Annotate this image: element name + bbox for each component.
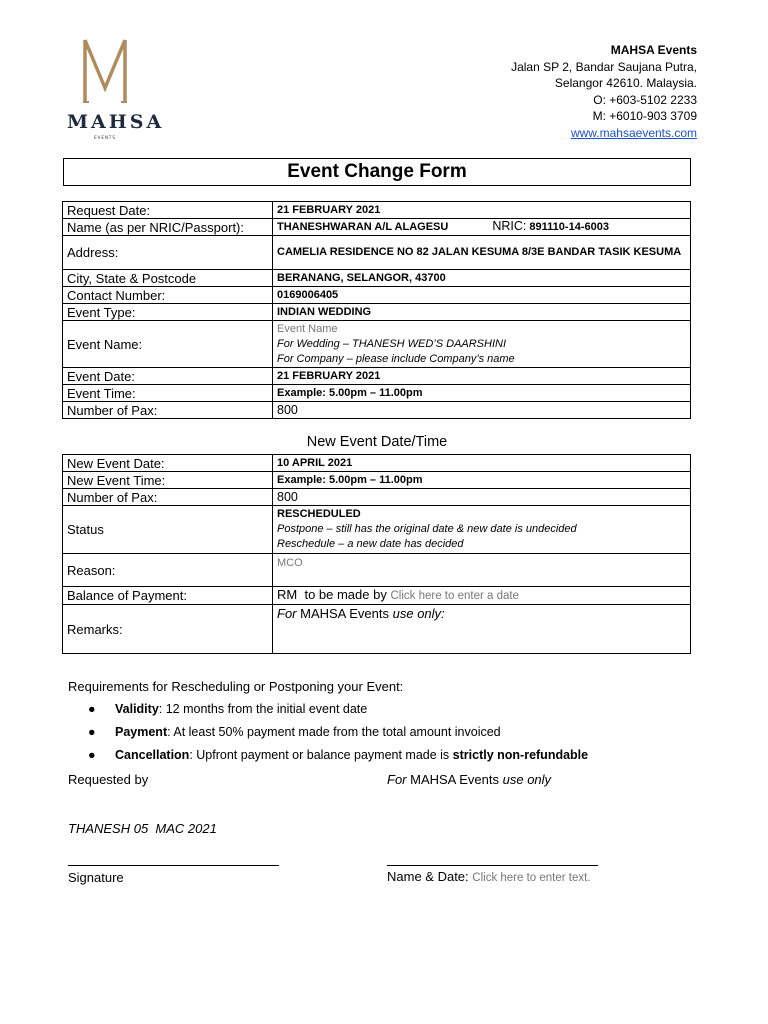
bullet-icon: ● xyxy=(88,702,96,716)
status-label: Status xyxy=(63,506,273,554)
event-date-label: Event Date: xyxy=(63,368,273,385)
requirements-title: Requirements for Rescheduling or Postponing your Event: xyxy=(68,679,404,694)
requirements-list xyxy=(88,700,588,769)
new-time-label: New Event Time: xyxy=(63,472,273,489)
name-label: Name (as per NRIC/Passport): xyxy=(63,219,273,236)
event-time-label: Event Time: xyxy=(63,385,273,402)
event-name-hint-wedding: For Wedding – THANESH WED’S DAARSHINI xyxy=(277,337,507,350)
request-date-label: Request Date: xyxy=(63,202,273,219)
requester-entry[interactable]: THANESH 05 MAC 2021 xyxy=(68,821,217,836)
event-type-field[interactable]: INDIAN WEDDING xyxy=(273,304,691,321)
requirement-cancellation-title: Cancellation xyxy=(115,748,190,762)
status-row xyxy=(63,506,691,554)
form-title: Event Change Form xyxy=(63,158,691,186)
request-date-field[interactable]: 21 FEBRUARY 2021 xyxy=(273,202,691,219)
status-field[interactable] xyxy=(273,506,691,554)
new-time-row xyxy=(63,472,691,489)
new-date-row xyxy=(63,455,691,472)
balance-row xyxy=(63,587,691,605)
company-address-line1: Jalan SP 2, Bandar Saujana Putra, xyxy=(511,59,697,74)
address-field[interactable]: CAMELIA RESIDENCE NO 82 JALAN KESUMA 8/3E BANDAR TASIK KESUMA xyxy=(273,236,691,270)
new-pax-field[interactable]: 800 xyxy=(273,489,691,506)
address-row xyxy=(63,236,691,270)
pax-field[interactable]: 800 xyxy=(273,402,691,419)
requirement-payment xyxy=(88,723,588,746)
name-field[interactable] xyxy=(273,219,691,236)
event-name-placeholder: Event Name xyxy=(277,322,338,335)
new-date-field[interactable]: 10 APRIL 2021 xyxy=(273,455,691,472)
name-row xyxy=(63,219,691,236)
reason-row xyxy=(63,554,691,587)
name-date-placeholder[interactable]: Click here to enter text. xyxy=(472,872,591,884)
requirement-cancellation xyxy=(88,746,588,769)
company-info xyxy=(511,42,697,141)
nric-label: NRIC: xyxy=(492,219,527,233)
event-details-table xyxy=(62,201,691,419)
remarks-for: For xyxy=(277,606,297,621)
bullet-icon: ● xyxy=(88,725,96,739)
requirement-cancellation-emphasis: strictly non-refundable xyxy=(452,748,589,762)
status-value: RESCHEDULED xyxy=(277,508,361,520)
remarks-label: Remarks: xyxy=(63,605,273,654)
balance-prefix: RM xyxy=(277,587,298,602)
contact-field[interactable]: 0169006405 xyxy=(273,287,691,304)
signoff-company: MAHSA Events xyxy=(410,772,499,787)
new-event-section-title: New Event Date/Time xyxy=(306,434,448,450)
nric-value: 891110-14-6003 xyxy=(529,221,609,233)
requested-by-label: Requested by xyxy=(68,772,149,787)
balance-middle: to be made by xyxy=(304,587,387,602)
event-name-field[interactable] xyxy=(273,321,691,368)
name-date-field[interactable] xyxy=(387,869,591,884)
city-field[interactable]: BERANANG, SELANGOR, 43700 xyxy=(273,270,691,287)
remarks-use-only: use only: xyxy=(392,606,445,621)
contact-row xyxy=(63,287,691,304)
address-label: Address: xyxy=(63,236,273,270)
event-type-row xyxy=(63,304,691,321)
signoff-use-only: use only xyxy=(502,772,552,787)
remarks-field[interactable] xyxy=(273,605,691,654)
requirement-validity-title: Validity xyxy=(115,702,159,716)
company-website-link[interactable]: www.mahsaevents.com xyxy=(570,125,697,140)
new-date-label: New Event Date: xyxy=(63,455,273,472)
requirement-validity-text: : 12 months from the initial event date xyxy=(158,702,368,716)
reason-label: Reason: xyxy=(63,554,273,587)
event-type-label: Event Type: xyxy=(63,304,273,321)
balance-date-placeholder[interactable]: Click here to enter a date xyxy=(390,590,519,602)
new-pax-row xyxy=(63,489,691,506)
requirement-payment-text: : At least 50% payment made from the total amount invoiced xyxy=(167,725,501,739)
company-address-line2: Selangor 42610. Malaysia. xyxy=(554,76,697,90)
signoff-for: For xyxy=(387,772,407,787)
pax-row xyxy=(63,402,691,419)
balance-field[interactable] xyxy=(273,587,691,605)
remarks-row xyxy=(63,605,691,654)
event-name-row xyxy=(63,321,691,368)
requirement-validity xyxy=(88,700,588,723)
request-date-row xyxy=(63,202,691,219)
name-date-line[interactable] xyxy=(387,865,598,866)
event-time-row xyxy=(63,385,691,402)
status-note-postpone: Postpone – still has the original date & new date is undecided xyxy=(277,523,577,535)
contact-label: Contact Number: xyxy=(63,287,273,304)
event-date-field[interactable]: 21 FEBRUARY 2021 xyxy=(273,368,691,385)
city-row xyxy=(63,270,691,287)
company-mobile-phone: M: +6010-903 3709 xyxy=(592,109,697,123)
logo-wordmark: MAHSA xyxy=(67,111,165,133)
event-name-label: Event Name: xyxy=(63,321,273,368)
signature-label: Signature xyxy=(68,870,124,885)
bullet-icon: ● xyxy=(88,748,96,762)
company-name: MAHSA Events xyxy=(610,43,697,57)
new-time-field[interactable]: Example: 5.00pm – 11.00pm xyxy=(273,472,691,489)
company-office-phone: O: +603-5102 2233 xyxy=(593,92,697,107)
name-date-label: Name & Date: xyxy=(387,869,469,884)
mahsa-logo-mark xyxy=(82,38,128,104)
requirement-payment-title: Payment xyxy=(115,725,168,739)
remarks-company: MAHSA Events xyxy=(300,606,389,621)
logo-subtext: EVENTS xyxy=(94,135,116,140)
reason-field[interactable]: MCO xyxy=(273,554,691,587)
event-date-row xyxy=(63,368,691,385)
event-name-hint-company: For Company – please include Company’s name xyxy=(277,352,515,365)
status-note-reschedule: Reschedule – a new date has decided xyxy=(277,538,464,550)
signature-line[interactable] xyxy=(68,865,279,866)
balance-label: Balance of Payment: xyxy=(63,587,273,605)
pax-label: Number of Pax: xyxy=(63,402,273,419)
name-value: THANESHWARAN A/L ALAGESU xyxy=(277,221,449,233)
city-label: City, State & Postcode xyxy=(63,270,273,287)
event-time-field[interactable]: Example: 5.00pm – 11.00pm xyxy=(273,385,691,402)
new-event-table xyxy=(62,454,691,654)
new-pax-label: Number of Pax: xyxy=(63,489,273,506)
requirement-cancellation-text: : Upfront payment or balance payment made is xyxy=(189,748,453,762)
company-use-only-label xyxy=(387,772,551,787)
